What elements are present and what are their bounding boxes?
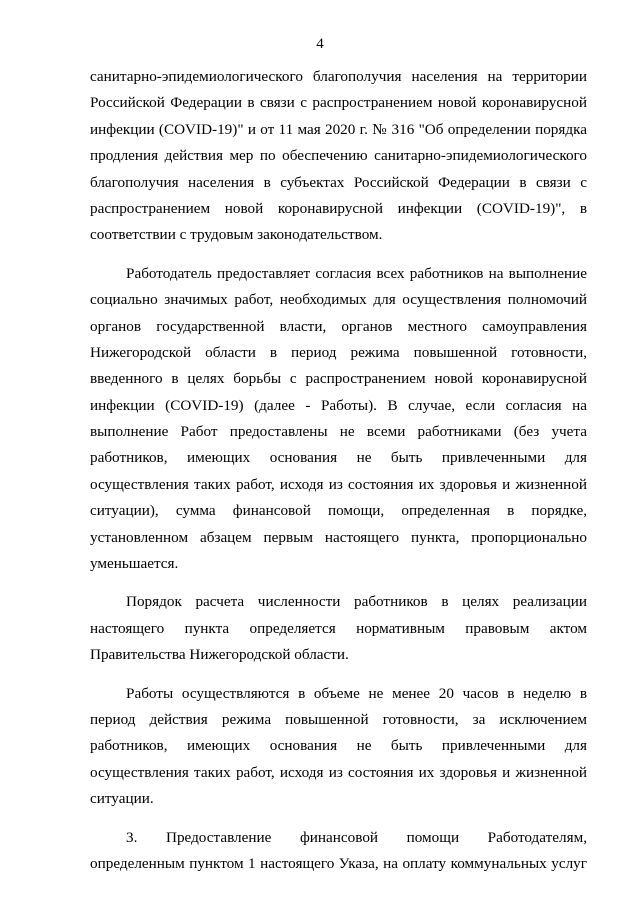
text-line: Работодатель предоставляет согласия всех работников на выполнение xyxy=(126,264,587,282)
text-line: определенным пунктом 1 настоящего Указа, на оплату коммунальных услуг xyxy=(90,854,587,872)
text-line: Нижегородской области в период режима повышенной готовности, xyxy=(90,343,587,361)
paragraph xyxy=(90,681,587,813)
text-line: выполнение Работ предоставлены не всеми работниками (без учета xyxy=(90,423,587,441)
text-line: распространением новой коронавирусной инфекции (COVID-19)", в xyxy=(90,199,587,217)
paragraph xyxy=(90,261,587,578)
text-line: Порядок расчета численности работников в целях реализации xyxy=(126,593,587,611)
text-line: Правительства Нижегородской области. xyxy=(90,646,349,664)
text-line: осуществления таких работ, исходя из состояния их здоровья и жизненной xyxy=(90,763,587,781)
text-line: работников, имеющих основания не быть привлеченными для xyxy=(90,737,587,755)
text-line: инфекции (COVID-19) (далее - Работы). В случае, если согласия на xyxy=(90,396,587,414)
text-line: 3. Предоставление финансовой помощи Работодателям, xyxy=(126,828,587,846)
text-line: установленном абзацем первым настоящего пункта, пропорционально xyxy=(90,528,587,546)
page-number: 4 xyxy=(316,36,324,52)
text-line: осуществления таких работ, исходя из состояния их здоровья и жизненной xyxy=(90,475,587,493)
text-line: инфекции (COVID-19)" и от 11 мая 2020 г. № 316 "Об определении порядка xyxy=(90,120,587,138)
text-line: Работы осуществляются в объеме не менее 20 часов в неделю в xyxy=(126,684,587,702)
text-line: введенного в целях борьбы с распространением новой коронавирусной xyxy=(90,370,587,388)
text-line: благополучия населения в субъектах Российской Федерации в связи с xyxy=(90,173,587,191)
text-line: ситуации), сумма финансовой помощи, определенная в порядке, xyxy=(90,502,587,520)
text-line: органов государственной власти, органов местного самоуправления xyxy=(90,317,587,335)
paragraph xyxy=(90,64,587,249)
text-line: уменьшается. xyxy=(90,555,179,573)
text-line: социально значимых работ, необходимых для осуществления полномочий xyxy=(90,291,587,309)
text-line: ситуации. xyxy=(90,790,154,808)
text-line: соответствии с трудовым законодательством. xyxy=(90,226,383,244)
paragraph xyxy=(90,825,587,878)
text-line: санитарно-эпидемиологического благополучия населения на территории xyxy=(90,68,587,85)
document-body xyxy=(90,64,587,889)
text-line: работников, имеющих основания не быть привлеченными для xyxy=(90,449,587,467)
text-line: продления действия мер по обеспечению санитарно-эпидемиологического xyxy=(90,147,587,165)
text-line: период действия режима повышенной готовности, за исключением xyxy=(90,710,587,728)
text-line: настоящего пункта определяется нормативным правовым актом xyxy=(90,619,587,637)
paragraph xyxy=(90,589,587,668)
text-line: Российской Федерации в связи с распространением новой коронавирусной xyxy=(90,94,587,112)
